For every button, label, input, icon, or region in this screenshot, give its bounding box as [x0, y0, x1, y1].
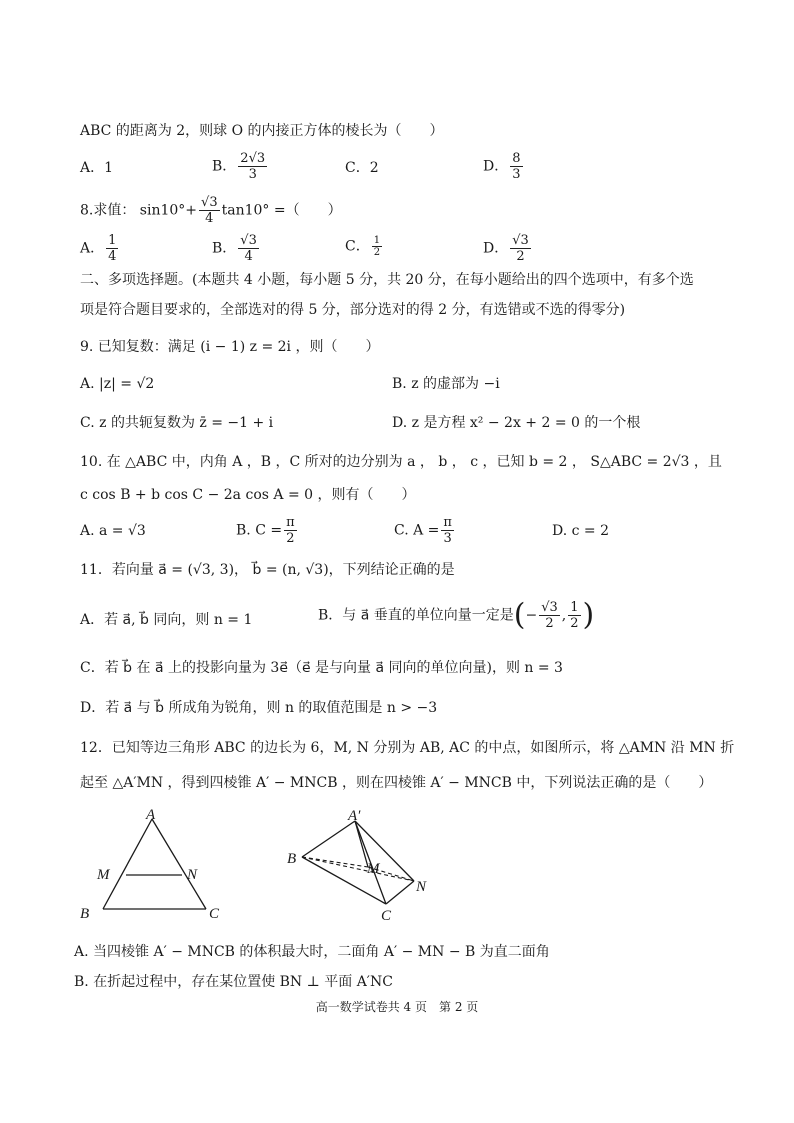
q10-option-d: D. c = 2 [552, 523, 610, 539]
q9-option-a: A. |z| = √2 [80, 376, 155, 392]
q8-option-a: A． $\frac{1}{4}$ [80, 233, 117, 264]
vertex-label-a-prime: A′ [348, 808, 361, 824]
q9-option-b: B. z 的虚部为 −i [392, 376, 500, 392]
q10-stem-line2: c cos B + b cos C − 2a cos A = 0 ，则有（ ） [80, 487, 416, 503]
q9-option-c: C. z 的共轭复数为 z̄ = −1 + i [80, 415, 274, 431]
figure-triangle-abc [70, 805, 230, 925]
vertex-label-c: C [381, 908, 392, 923]
section-2-heading: 二、多项选择题。(本题共 4 小题，每小题 5 分，共 20 分，在每小题给出的四个选项中，有多个选 [80, 272, 694, 288]
vertex-label-n: N [416, 879, 427, 895]
q10-option-b: B. C = $\frac{\pi}{2}$ [236, 515, 295, 546]
q8-option-b: B． $\frac{√3}{4}$ [212, 233, 257, 264]
vertex-label-b: B [80, 906, 90, 922]
q10-stem-line1: 10. 在 △ABC 中，内角 A ，B ，C 所对的边分别为 a ， b ， c ，已知 b = 2 ， S△ABC = 2√3 ，且 [80, 454, 722, 470]
vertex-label-m: M [97, 867, 110, 883]
q8-option-d: D． $\frac{√3}{2}$ [483, 233, 529, 264]
q11-option-a: A．若 a⃗, b⃗ 同向，则 n = 1 [80, 612, 253, 628]
vertex-label-n: N [187, 867, 198, 883]
section-2-instructions: 项是符合题目要求的，全部选对的得 5 分，部分选对的得 2 分，有选错或不选的得零分) [80, 302, 626, 318]
q7-stem-tail: ABC 的距离为 2，则球 O 的内接正方体的棱长为（ ） [80, 123, 444, 139]
q10-option-a: A. a = √3 [80, 523, 146, 539]
q8-option-c: C． $\frac{1}{2}$ [345, 235, 381, 258]
q12-stem-line1: 12．已知等边三角形 ABC 的边长为 6，M, N 分别为 AB, AC 的中点，如图所示，将 △AMN 沿 MN 折 [80, 740, 735, 756]
q7-option-b: B． $\frac{2√3}{3}$ [212, 151, 266, 182]
q11-option-c: C．若 b⃗ 在 a⃗ 上的投影向量为 3e⃗（e⃗ 是与向量 a⃗ 同向的单位向量)，则 n = 3 [80, 660, 563, 676]
q9-stem: 9. 已知复数：满足 (i − 1) z = 2i ，则（ ） [80, 339, 380, 355]
q7-option-a: A．1 [80, 160, 114, 176]
vertex-label-a: A [146, 807, 156, 823]
q7-option-d: D． $\frac{8}{3}$ [483, 151, 521, 182]
figure-pyramid-a-mncb [282, 803, 442, 923]
q11-option-d: D．若 a⃗ 与 b⃗ 所成角为锐角，则 n 的取值范围是 n > −3 [80, 700, 438, 716]
vertex-label-c: C [209, 906, 220, 922]
vertex-label-b: B [287, 851, 297, 867]
q8-stem: 8.求值： sin10°+ $\frac{√3}{4}$ tan10° =（ ） [80, 195, 342, 226]
q11-option-b: B．与 a⃗ 垂直的单位向量一定是(− $\frac{√3}{2}$ , $\frac{1}{2}$ ) [318, 597, 595, 633]
q10-option-c: C. A = $\frac{\pi}{3}$ [394, 515, 452, 546]
vertex-label-m: M [367, 861, 380, 877]
q11-stem: 11．若向量 a⃗ = (√3, 3)， b⃗ = (n, √3)，下列结论正确的是 [80, 562, 455, 578]
q12-stem-line2: 起至 △A′MN ，得到四棱锥 A′ − MNCB ，则在四棱锥 A′ − MNCB 中，下列说法正确的是（ ） [80, 775, 713, 791]
q12-option-a: A. 当四棱锥 A′ − MNCB 的体积最大时，二面角 A′ − MN − B 为直二面角 [74, 944, 550, 960]
q9-option-d: D. z 是方程 x² − 2x + 2 = 0 的一个根 [392, 415, 641, 431]
q7-option-c: C．2 [345, 160, 379, 176]
q12-option-b: B. 在折起过程中，存在某位置使 BN ⊥ 平面 A′NC [74, 974, 393, 990]
page-footer: 高一数学试卷共 4 页 第 2 页 [315, 1000, 479, 1014]
